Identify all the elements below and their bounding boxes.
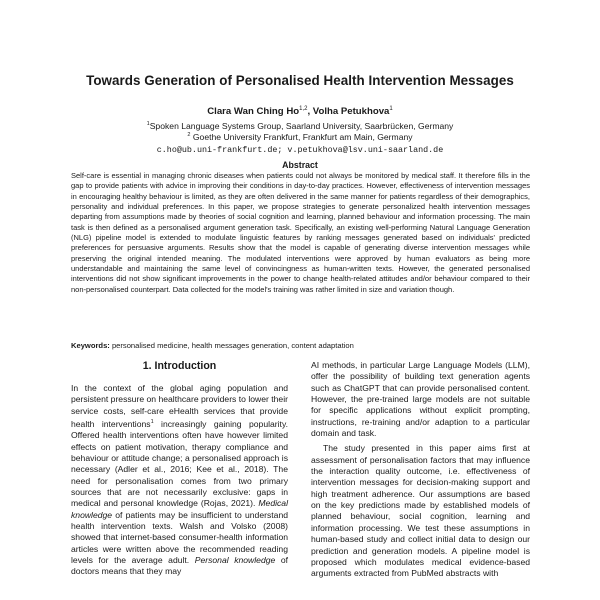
keywords-text: personalised medicine, health messages generation, content adaptation (109, 341, 354, 350)
paper-title: Towards Generation of Personalised Health Intervention Messages (86, 73, 514, 88)
author-2-affil-mark: 1 (389, 106, 393, 112)
author-emails: c.ho@ub.uni-frankfurt.de; v.petukhova@lsv.uni-saarland.de (156, 145, 444, 155)
intro-text-4: of doctors means that they may (71, 555, 288, 577)
intro-right-column (311, 360, 530, 580)
affiliation-2-text: Goethe University Frankfurt, Frankfurt am Main, Germany (190, 132, 413, 142)
footnote-mark: 1 (150, 419, 154, 426)
author-1-affil-mark: 1,2 (299, 106, 308, 112)
abstract-text: Self-care is essential in managing chronic diseases when patients could not always be monitored by medical staff. It therefore fills in the gap to provide patients with advice in improving their conditions in day-to-day practices. However, effectiveness of intervention messages in encouraging healthy behaviour is limited, as they are often delivered in the same manner for patients regardless of their demographics, personality and individual preferences. In this paper, we propose strategies to generate personalized health intervention messages departing from assumptions made by theories of social cognition and learning, planned behaviour and information processing. The main task is then defined as a personalised argument generation task. Specifically, an existing well-performing Natural Language Generation (NLG) pipeline model is extended to modulate linguistic features by ranking messages generated based on individuals' predicted preferences for persuasive arguments. Results show that the model is capable of generating diverse intervention messages while preserving the original intended meaning. The modulated interventions were approved by human evaluators as being more understandable and maintaining the same level of convincingness as human-written texts. However, the generated personalised interventions did not show significant improvements in the power to change health-related attitudes and/or behaviour compared to their non-personalised counterpart. Data collected for the model's training was rather limited in size and variation though. (71, 171, 530, 294)
intro-right-paragraph-2: The study presented in this paper aims first at assessment of personalisation factors that may influence the interaction quality outcome, i.e. effectiveness of intervention messages for decision-making support and high treatment adherence. Our assumptions are based on the key predictions made by established models of planned behaviour, social cognition, learning and information processing. We test these assumptions in human-based study and collect initial data to design our prediction and generation models. A pipeline model is proposed which modulates medical evidence-based arguments extracted from PubMed abstracts with (311, 443, 530, 579)
intro-text-2: increasingly gaining popularity. Offered health interventions often have however limited effects on patient motivation, therapy compliance and behaviour or attitude change; a personalised approach is necessary (Adler et al., 2016; Kee et al., 2018). The need for personalisation comes from two primary sources that are not necessarily exclusive: gaps in medical and personal knowledge (Rojas, 2021). (71, 418, 288, 509)
affiliation-2-mark: 2 (187, 132, 191, 139)
author-1: Clara Wan Ching Ho (207, 106, 300, 118)
abstract-heading: Abstract (282, 160, 318, 170)
intro-emph-medical: Medical knowledge (71, 498, 288, 520)
intro-text-3: of patients may be insufficient to understand health intervention texts. Walsh and Volsko (2008) showed that internet-based consumer-health information articles were written above the recommended reading levels for the average adult. (71, 509, 288, 566)
section-1-heading: 1. Introduction (142, 360, 217, 372)
keywords-label: Keywords: (71, 341, 110, 350)
keywords (71, 341, 530, 350)
author-2: Volha Petukhova (312, 106, 390, 118)
intro-left-column (71, 383, 288, 578)
intro-text-1: In the context of the global aging population and persistent pressure on healthcare providers to lower their service costs, self-care eHealth services that provide health interventions (71, 383, 288, 429)
affiliation-1 (0, 121, 600, 131)
intro-right-paragraph-1: AI methods, in particular Large Language Models (LLM), offer the possibility of building text generation agents such as ChatGPT that can provide personalised content. However, the pre-trained large models are not suitable for specific applications without explicit prompting, instructions, re-training and/or adaption to a particular domain and task. (311, 360, 530, 439)
author-list (0, 106, 600, 117)
affiliation-1-text: Spoken Language Systems Group, Saarland University, Saarbrücken, Germany (149, 121, 454, 131)
intro-emph-personal: Personal knowledge (194, 555, 276, 566)
author-separator: , (307, 106, 313, 118)
affiliation-1-mark: 1 (146, 121, 150, 128)
affiliation-2 (0, 132, 600, 142)
